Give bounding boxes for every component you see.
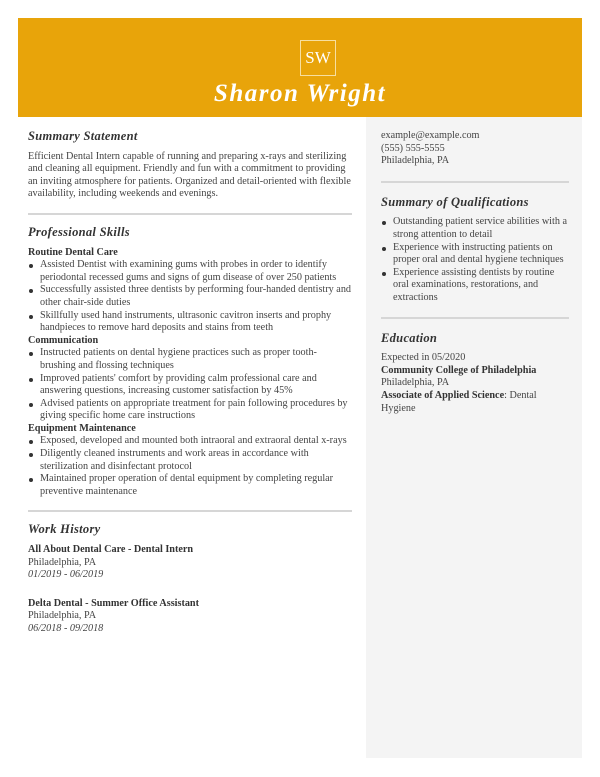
skill-item: Instructed patients on dental hygiene practices such as proper tooth-brushing and flossing techniques <box>28 347 352 372</box>
side-column <box>381 130 569 415</box>
skill-item: Assisted Dentist with examining gums with probes in order to identify periodontal recessed gums and signs of gum disease of over 250 patients <box>28 259 352 284</box>
education-degree-line <box>381 390 569 415</box>
contact-phone: (555) 555-5555 <box>381 142 445 154</box>
summary-text: Efficient Dental Intern capable of running and preparing x-rays and sterilizing and cleaning all equipment. Friendly and fun with a commitment to providing an inviting atmosphere for patients. Organized and detail-oriented with flexible availability, including weekends and evenings. <box>28 150 351 200</box>
job-location: Philadelphia, PA <box>28 610 97 622</box>
education-field: : Dental Hygiene <box>381 389 537 414</box>
main-column <box>28 130 352 636</box>
summary-heading: Summary Statement <box>28 129 138 143</box>
skill-group-title: Equipment Maintenance <box>28 422 136 434</box>
skill-group-title: Communication <box>28 334 99 346</box>
divider <box>381 317 569 319</box>
job-location: Philadelphia, PA <box>28 556 97 568</box>
job-entry <box>28 598 352 636</box>
resume-header <box>18 18 582 117</box>
skill-group-title: Routine Dental Care <box>28 246 118 258</box>
job-title: All About Dental Care - Dental Intern <box>28 544 194 556</box>
skills-list <box>28 247 352 499</box>
contact-email: example@example.com <box>381 130 480 141</box>
job-dates: 06/2018 - 09/2018 <box>28 623 104 634</box>
skill-item: Diligently cleaned instruments and work areas in accordance with sterilization and disinfectant protocol <box>28 448 352 473</box>
qualifications-list <box>381 216 569 304</box>
qualification-item: Experience assisting dentists by routine oral examinations, restorations, and extractions <box>381 267 569 305</box>
contact-location: Philadelphia, PA <box>381 155 450 167</box>
skills-heading: Professional Skills <box>28 224 130 239</box>
job-entry <box>28 544 352 582</box>
skill-item: Exposed, developed and mounted both intraoral and extraoral dental x-rays <box>28 435 352 448</box>
education-school: Community College of Philadelphia <box>381 364 537 376</box>
work-heading: Work History <box>28 522 101 537</box>
qualification-item: Experience with instructing patients on proper oral and dental hygiene techniques <box>381 242 569 267</box>
skill-item: Maintained proper operation of dental equipment by completing regular preventive maintenance <box>28 473 352 498</box>
skill-item: Improved patients' comfort by providing calm professional care and answering questions, increasing customer satisfaction by 45% <box>28 373 352 398</box>
job-dates: 01/2019 - 06/2019 <box>28 569 104 581</box>
divider <box>381 181 569 183</box>
skill-item: Advised patients on appropriate treatment for pain following procedures by giving specific home care instructions <box>28 398 352 423</box>
education-location: Philadelphia, PA <box>381 377 450 389</box>
divider <box>28 510 352 512</box>
qualification-item: Outstanding patient service abilities with a strong attention to detail <box>381 216 569 241</box>
skill-item: Successfully assisted three dentists by performing four-handed dentistry and other chair-side duties <box>28 284 352 309</box>
job-title: Delta Dental - Summer Office Assistant <box>28 597 199 609</box>
education-heading: Education <box>381 330 438 345</box>
divider <box>28 213 352 215</box>
candidate-name: Sharon Wright <box>213 80 387 107</box>
skill-item: Skillfully used hand instruments, ultrasonic cavitron inserts and prophy handpieces to remove hard deposits and stains from teeth <box>28 310 352 335</box>
qualifications-heading: Summary of Qualifications <box>381 194 529 209</box>
education-expected: Expected in 05/2020 <box>381 352 466 364</box>
education-entry <box>381 352 569 415</box>
monogram: SW <box>300 40 336 76</box>
education-degree: Associate of Applied Science <box>381 389 505 401</box>
